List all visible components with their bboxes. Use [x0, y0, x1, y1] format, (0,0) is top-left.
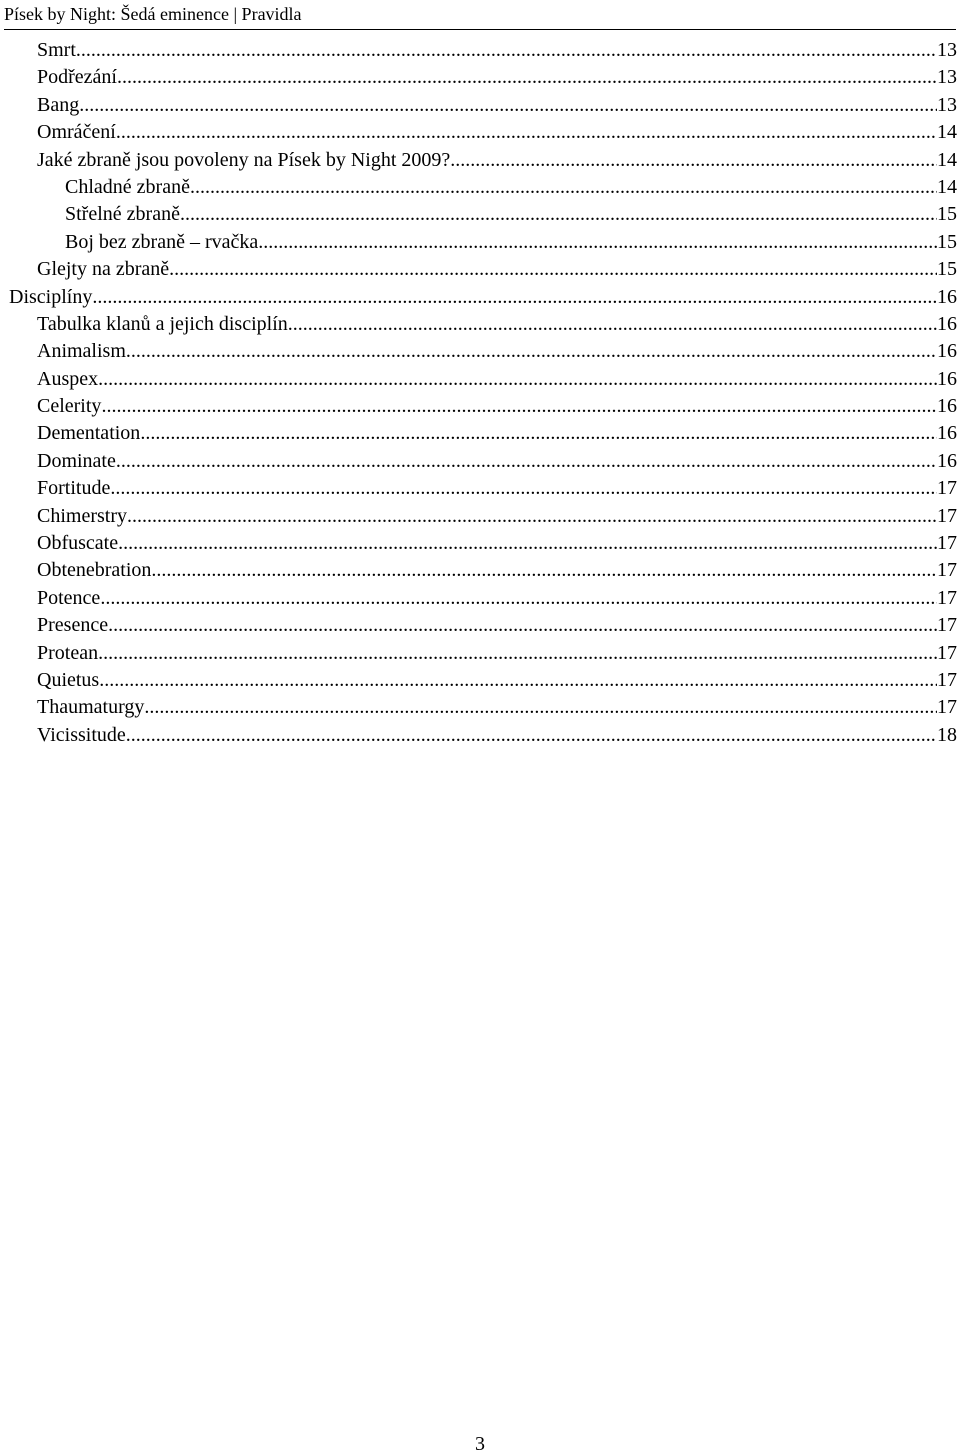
toc-dot-leader [258, 229, 937, 256]
toc-dot-leader [92, 284, 937, 311]
toc-dot-leader [100, 585, 937, 612]
toc-entry-page: 13 [937, 66, 957, 89]
toc-entry-title: Celerity [37, 395, 102, 418]
toc-entry[interactable] [0, 612, 960, 639]
toc-entry-title: Animalism [37, 340, 126, 363]
toc-entry[interactable] [0, 393, 960, 420]
toc-dot-leader [108, 612, 937, 639]
toc-entry-page: 14 [937, 148, 957, 171]
toc-entry-page: 17 [937, 614, 957, 637]
toc-entry-page: 16 [937, 340, 957, 363]
page-header [4, 3, 956, 30]
toc-dot-leader [126, 338, 937, 365]
toc-entry[interactable] [0, 448, 960, 475]
table-of-contents [0, 37, 960, 749]
toc-dot-leader [116, 448, 937, 475]
toc-entry[interactable] [0, 530, 960, 557]
toc-entry[interactable] [0, 640, 960, 667]
toc-entry-title: Protean [37, 641, 99, 664]
header-title: Písek by Night: Šedá eminence | Pravidla [4, 4, 302, 24]
toc-entry[interactable] [0, 475, 960, 502]
toc-entry-title: Dominate [37, 449, 116, 472]
toc-entry[interactable] [0, 229, 960, 256]
toc-entry-page: 17 [937, 532, 957, 555]
toc-entry-title: Dementation [37, 422, 141, 445]
toc-entry[interactable] [0, 147, 960, 174]
toc-entry-page: 16 [937, 312, 957, 335]
toc-entry-page: 16 [937, 395, 957, 418]
page-number: 3 [475, 1433, 485, 1455]
toc-dot-leader [180, 201, 937, 228]
toc-entry[interactable] [0, 37, 960, 64]
toc-entry[interactable] [0, 201, 960, 228]
toc-entry[interactable] [0, 694, 960, 721]
toc-entry-title: Thaumaturgy [37, 696, 145, 719]
toc-entry-page: 15 [937, 258, 957, 281]
toc-entry[interactable] [0, 284, 960, 311]
toc-entry[interactable] [0, 557, 960, 584]
toc-entry-page: 17 [937, 668, 957, 691]
toc-entry-page: 17 [937, 641, 957, 664]
toc-dot-leader [169, 256, 937, 283]
toc-entry-title: Smrt [37, 39, 76, 61]
toc-entry-page: 14 [937, 175, 957, 198]
toc-entry[interactable] [0, 366, 960, 393]
toc-entry-page: 17 [937, 696, 957, 719]
toc-entry[interactable] [0, 667, 960, 694]
toc-entry-page: 13 [937, 93, 957, 116]
toc-dot-leader [98, 640, 937, 667]
toc-entry-title: Omráčení [37, 121, 116, 144]
toc-entry-title: Chladné zbraně [65, 175, 190, 198]
toc-entry-page: 18 [937, 723, 957, 746]
toc-dot-leader [117, 64, 937, 91]
toc-dot-leader [288, 311, 937, 338]
toc-entry[interactable] [0, 420, 960, 447]
toc-entry[interactable] [0, 585, 960, 612]
toc-entry-title: Potence [37, 586, 101, 609]
toc-entry-page: 14 [937, 121, 957, 144]
toc-entry-page: 17 [937, 559, 957, 582]
toc-dot-leader [144, 694, 937, 721]
toc-entry-title: Vicissitude [37, 723, 126, 746]
toc-entry[interactable] [0, 92, 960, 119]
toc-entry[interactable] [0, 64, 960, 91]
toc-entry[interactable] [0, 119, 960, 146]
toc-entry-title: Fortitude [37, 477, 111, 500]
toc-entry-title: Auspex [37, 367, 99, 390]
toc-entry-title: Tabulka klanů a jejich disciplín [37, 312, 288, 335]
toc-entry[interactable] [0, 338, 960, 365]
toc-entry-page: 16 [937, 285, 957, 308]
toc-entry-title: Chimerstry [37, 504, 127, 527]
toc-entry-title: Quietus [37, 668, 100, 691]
toc-entry-page: 16 [937, 422, 957, 445]
toc-entry-title: Glejty na zbraně [37, 258, 170, 281]
toc-entry[interactable] [0, 256, 960, 283]
toc-entry[interactable] [0, 311, 960, 338]
toc-entry[interactable] [0, 174, 960, 201]
toc-dot-leader [116, 119, 937, 146]
toc-entry-title: Obfuscate [37, 532, 119, 555]
toc-entry-title: Presence [37, 614, 109, 637]
toc-entry-title: Střelné zbraně [65, 203, 180, 226]
toc-entry-title: Jaké zbraně jsou povoleny na Písek by Night 2009? [37, 148, 451, 171]
toc-entry[interactable] [0, 722, 960, 749]
toc-dot-leader [98, 366, 937, 393]
toc-entry-title: Disciplíny [9, 285, 93, 308]
toc-dot-leader [99, 667, 937, 694]
toc-dot-leader [140, 420, 937, 447]
toc-entry[interactable] [0, 503, 960, 530]
toc-dot-leader [151, 557, 937, 584]
toc-dot-leader [101, 393, 937, 420]
toc-entry-title: Podřezání [37, 66, 117, 89]
toc-entry-page: 16 [937, 367, 957, 390]
toc-dot-leader [190, 174, 937, 201]
toc-dot-leader [118, 530, 937, 557]
toc-entry-page: 17 [937, 477, 957, 500]
toc-entry-title: Obtenebration [37, 559, 152, 582]
toc-entry-title: Bang [37, 93, 80, 116]
toc-entry-page: 13 [937, 39, 957, 61]
toc-entry-title: Boj bez zbraně – rvačka [65, 230, 259, 253]
toc-dot-leader [126, 722, 937, 749]
toc-dot-leader [127, 503, 937, 530]
toc-entry-page: 17 [937, 586, 957, 609]
toc-entry-page: 17 [937, 504, 957, 527]
toc-entry-page: 16 [937, 449, 957, 472]
toc-entry-page: 15 [937, 203, 957, 226]
toc-dot-leader [110, 475, 937, 502]
toc-dot-leader [79, 92, 937, 119]
toc-entry-page: 15 [937, 230, 957, 253]
toc-dot-leader [76, 37, 937, 64]
toc-dot-leader [450, 147, 937, 174]
